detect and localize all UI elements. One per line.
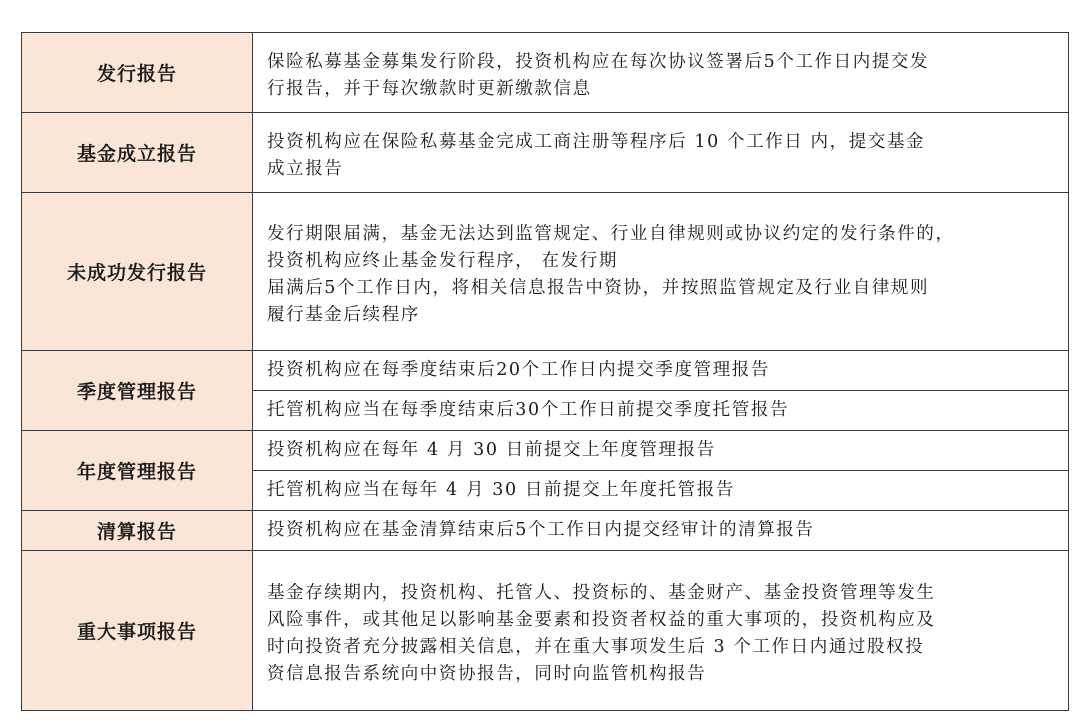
table-row — [22, 33, 1069, 113]
description-line: 托管机构应当在每季度结束后30个工作日前提交季度托管报告 — [267, 400, 790, 420]
description-line: 时向投资者充分披露相关信息，并在重大事项发生后 3 个工作日内通过股权投 — [267, 637, 925, 657]
category-cell: 年度管理报告 — [22, 431, 253, 511]
category-cell: 季度管理报告 — [22, 351, 253, 431]
category-cell: 清算报告 — [22, 511, 253, 551]
table-row — [22, 351, 1069, 391]
category-cell: 发行报告 — [22, 33, 253, 113]
table-row — [22, 113, 1069, 193]
description-line: 基金存续期内，投资机构、托管人、投资标的、基金财产、基金投资管理等发生 — [267, 583, 936, 603]
description-cell — [253, 113, 1069, 193]
category-cell: 重大事项报告 — [22, 551, 253, 711]
report-table — [21, 32, 1069, 711]
description-cell — [253, 431, 1069, 471]
description-line: 届满后5个工作日内，将相关信息报告中资协，并按照监管规定及行业自律规则 — [267, 278, 930, 298]
table-row — [22, 193, 1069, 351]
description-cell — [253, 391, 1069, 431]
table-row — [22, 551, 1069, 711]
description-cell — [253, 471, 1069, 511]
table-body — [22, 33, 1069, 711]
description-cell — [253, 351, 1069, 391]
description-line: 投资机构应在基金清算结束后5个工作日内提交经审计的清算报告 — [267, 520, 815, 540]
description-line: 行报告，并于每次缴款时更新缴款信息 — [267, 79, 592, 99]
description-cell — [253, 193, 1069, 351]
description-cell — [253, 33, 1069, 113]
description-line: 成立报告 — [267, 159, 344, 179]
category-cell: 未成功发行报告 — [22, 193, 253, 351]
table-row — [22, 511, 1069, 551]
description-line: 投资机构应在每年 4 月 30 日前提交上年度管理报告 — [267, 440, 716, 460]
description-cell — [253, 511, 1069, 551]
description-line: 资信息报告系统向中资协报告，同时向监管机构报告 — [267, 664, 707, 684]
description-line: 投资机构应终止基金发行程序， 在发行期 — [267, 251, 618, 271]
category-cell: 基金成立报告 — [22, 113, 253, 193]
description-line: 发行期限届满，基金无法达到监管规定、行业自律规则或协议约定的发行条件的， — [267, 224, 955, 244]
table-row — [22, 431, 1069, 471]
description-line: 投资机构应在每季度结束后20个工作日内提交季度管理报告 — [267, 360, 770, 380]
description-line: 风险事件，或其他足以影响基金要素和投资者权益的重大事项的，投资机构应及 — [267, 610, 936, 630]
description-line: 托管机构应当在每年 4 月 30 日前提交上年度托管报告 — [267, 480, 735, 500]
description-line: 履行基金后续程序 — [267, 305, 420, 325]
description-line: 保险私募基金募集发行阶段，投资机构应在每次协议签署后5个工作日内提交发 — [267, 52, 930, 72]
description-cell — [253, 551, 1069, 711]
description-line: 投资机构应在保险私募基金完成工商注册等程序后 10 个工作日 内，提交基金 — [267, 132, 926, 152]
